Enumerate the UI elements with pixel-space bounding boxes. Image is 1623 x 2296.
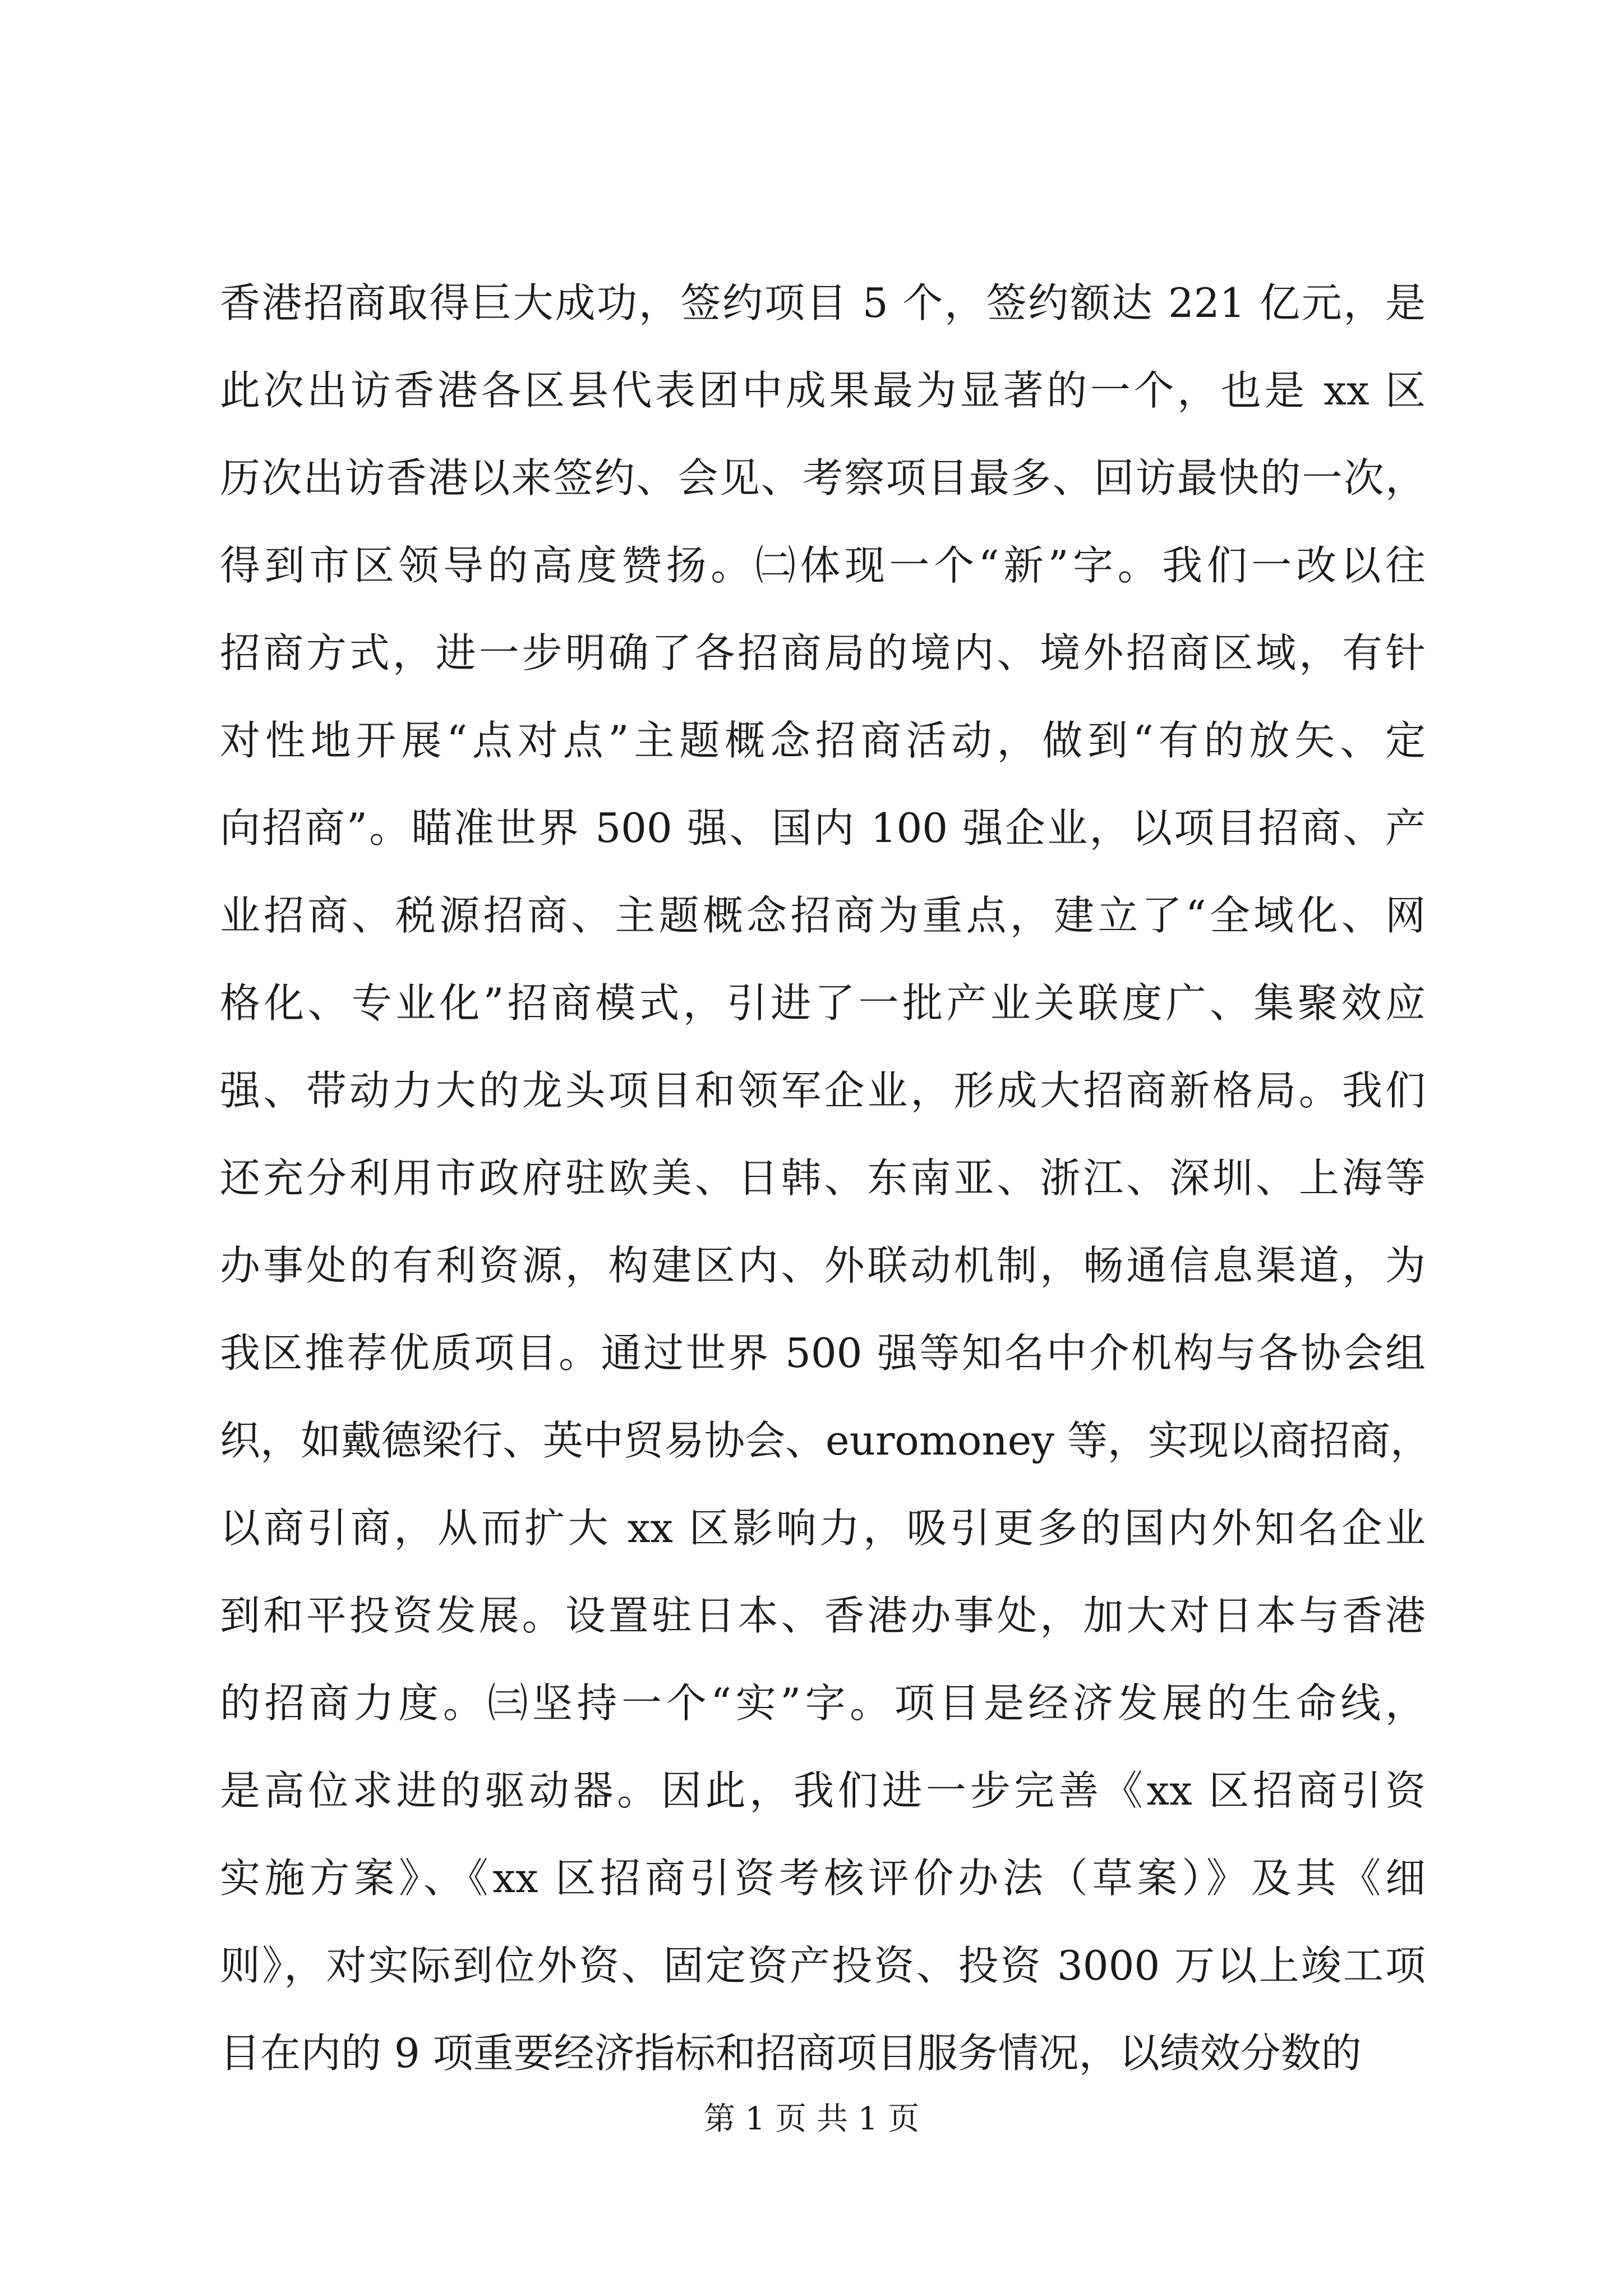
text-line: 香港招商取得巨大成功，签约项目 5 个，签约额达 221 亿元，是 (220, 279, 1426, 326)
text-line: 到和平投资发展。设置驻日本、香港办事处，加大对日本与香港 (220, 1592, 1426, 1639)
text-line: 则》，对实际到位外资、固定资产投资、投资 3000 万以上竣工项 (220, 1942, 1426, 1989)
text-line: 办事处的有利资源，构建区内、外联动机制，畅通信息渠道，为 (220, 1242, 1426, 1289)
text-line: 招商方式，进一步明确了各招商局的境内、境外招商区域，有针 (220, 629, 1426, 677)
text-line: 我区推荐优质项目。通过世界 500 强等知名中介机构与各协会组 (220, 1329, 1426, 1377)
text-line: 还充分利用市政府驻欧美、日韩、东南亚、浙江、深圳、上海等 (220, 1154, 1426, 1202)
text-line: 历次出访香港以来签约、会见、考察项目最多、回访最快的一次， (220, 454, 1426, 501)
text-line: 以商引商，从而扩大 xx 区影响力，吸引更多的国内外知名企业 (220, 1504, 1426, 1552)
text-line: 得到市区领导的高度赞扬。㈡体现一个“新”字。我们一改以往 (220, 542, 1426, 589)
text-line: 格化、专业化”招商模式，引进了一批产业关联度广、集聚效应 (220, 979, 1426, 1027)
text-line: 对性地开展“点对点”主题概念招商活动，做到“有的放矢、定 (220, 717, 1426, 764)
text-line: 的招商力度。㈢坚持一个“实”字。项目是经济发展的生命线， (220, 1680, 1426, 1727)
page-footer: 第 1 页 共 1 页 (703, 2101, 920, 2137)
text-line: 是高位求进的驱动器。因此，我们进一步完善《xx 区招商引资 (220, 1767, 1426, 1814)
text-line: 向招商”。瞄准世界 500 强、国内 100 强企业，以项目招商、产 (220, 804, 1426, 852)
text-line: 目在内的 9 项重要经济指标和招商项目服务情况，以绩效分数的 (220, 2030, 1362, 2077)
text-line: 强、带动力大的龙头项目和领军企业，形成大招商新格局。我们 (220, 1067, 1426, 1114)
text-line: 此次出访香港各区县代表团中成果最为显著的一个，也是 xx 区 (220, 367, 1426, 414)
text-line: 业招商、税源招商、主题概念招商为重点，建立了“全域化、网 (220, 892, 1426, 939)
body-text (220, 259, 1431, 2097)
text-line: 实施方案》、《xx 区招商引资考核评价办法（草案）》及其《细 (220, 1855, 1426, 1902)
text-line: 织，如戴德梁行、英中贸易协会、euromoney 等，实现以商招商， (220, 1417, 1431, 1464)
